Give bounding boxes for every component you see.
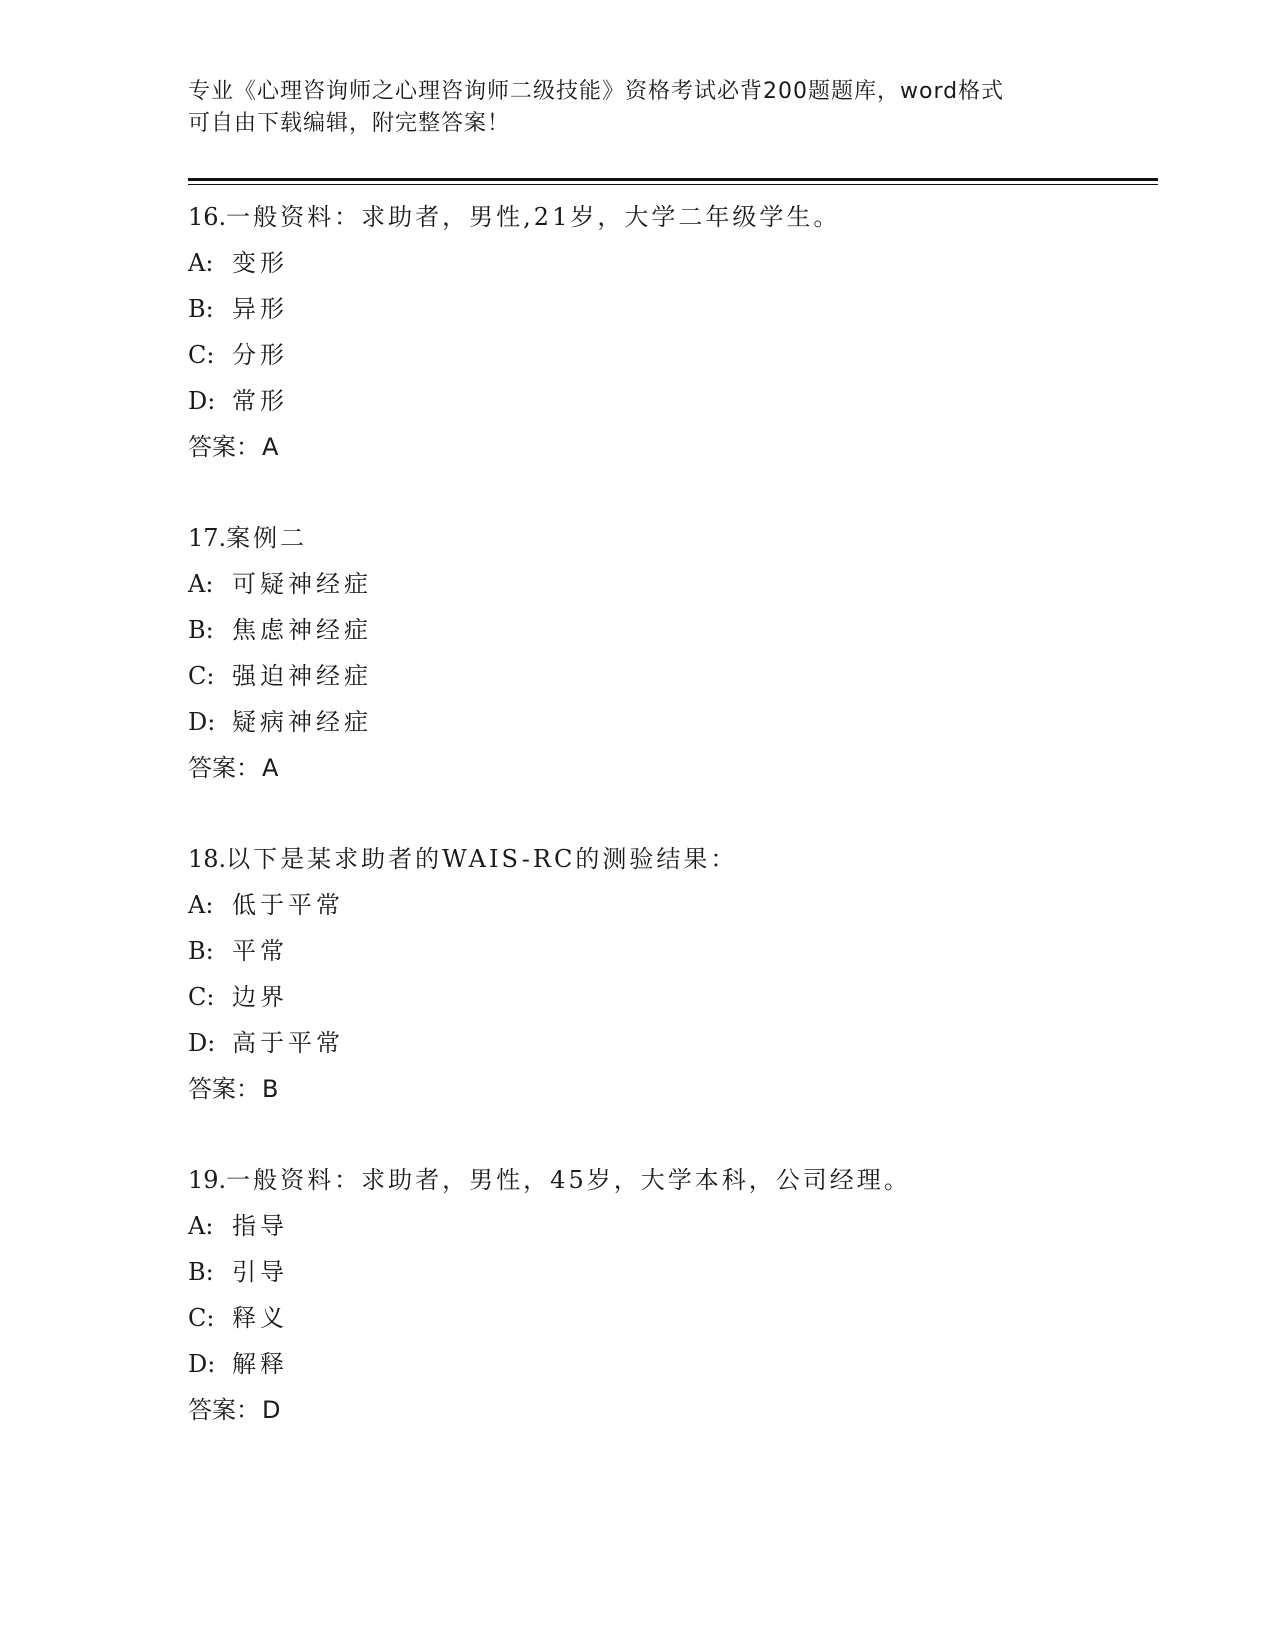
option-text: 常形 [232, 387, 288, 415]
option-text: 变形 [232, 249, 288, 277]
header-line-2: 可自由下载编辑，附完整答案！ [188, 111, 511, 136]
option-b [188, 928, 1148, 974]
option-letter: C: [188, 1304, 215, 1332]
document-header [188, 76, 1088, 140]
question-number: 17. [188, 524, 227, 552]
option-b [188, 607, 1148, 653]
header-line-1: 专业《心理咨询师之心理咨询师二级技能》资格考试必背200题题库，word格式 [188, 79, 1005, 104]
answer-value: B [262, 1075, 279, 1103]
option-letter: B: [188, 1258, 214, 1286]
option-text: 疑病神经症 [232, 708, 372, 736]
option-text: 解释 [232, 1350, 288, 1378]
answer-value: A [262, 754, 279, 782]
option-letter: A: [188, 249, 214, 277]
option-text: 边界 [232, 983, 288, 1011]
option-d [188, 1341, 1148, 1387]
header-divider-thick [188, 178, 1158, 181]
option-text: 焦虑神经症 [232, 616, 372, 644]
answer-line [188, 1387, 1148, 1433]
question-stem [188, 515, 1148, 561]
question-number: 19. [188, 1166, 227, 1194]
answer-value: A [262, 433, 279, 461]
option-letter: C: [188, 662, 215, 690]
answer-line [188, 745, 1148, 791]
option-c [188, 974, 1148, 1020]
option-letter: D: [188, 1350, 216, 1378]
option-text: 异形 [232, 295, 288, 323]
answer-line [188, 424, 1148, 470]
header-divider-thin [188, 184, 1158, 185]
option-letter: A: [188, 891, 214, 919]
option-letter: C: [188, 983, 215, 1011]
option-text: 可疑神经症 [232, 570, 372, 598]
option-text: 低于平常 [232, 891, 344, 919]
option-c [188, 332, 1148, 378]
option-letter: C: [188, 341, 215, 369]
option-a [188, 882, 1148, 928]
option-letter: B: [188, 295, 214, 323]
option-b [188, 286, 1148, 332]
option-d [188, 699, 1148, 745]
question-text: 一般资料：求助者，男性，45岁，大学本科，公司经理。 [226, 1166, 911, 1194]
question-17 [188, 515, 1148, 791]
question-text: 以下是某求助者的WAIS-RC的测验结果： [226, 845, 738, 873]
option-text: 强迫神经症 [232, 662, 372, 690]
question-18 [188, 836, 1148, 1112]
question-stem [188, 1157, 1148, 1203]
answer-line [188, 1066, 1148, 1112]
question-text: 一般资料：求助者，男性,21岁，大学二年级学生。 [226, 203, 841, 231]
option-text: 指导 [232, 1212, 288, 1240]
option-letter: D: [188, 1029, 216, 1057]
question-stem [188, 836, 1148, 882]
question-16 [188, 194, 1148, 470]
option-a [188, 561, 1148, 607]
option-text: 引导 [232, 1258, 288, 1286]
option-text: 分形 [232, 341, 288, 369]
question-number: 18. [188, 845, 227, 873]
answer-label: 答案： [188, 1075, 260, 1103]
option-letter: D: [188, 708, 216, 736]
option-text: 高于平常 [232, 1029, 344, 1057]
option-a [188, 240, 1148, 286]
question-text: 案例二 [226, 524, 308, 552]
option-d [188, 378, 1148, 424]
answer-value: D [262, 1396, 281, 1424]
answer-label: 答案： [188, 754, 260, 782]
answer-label: 答案： [188, 1396, 260, 1424]
option-c [188, 653, 1148, 699]
option-letter: A: [188, 1212, 214, 1240]
option-letter: B: [188, 937, 214, 965]
option-letter: B: [188, 616, 214, 644]
question-stem [188, 194, 1148, 240]
option-letter: D: [188, 387, 216, 415]
option-c [188, 1295, 1148, 1341]
option-text: 释义 [232, 1304, 288, 1332]
option-letter: A: [188, 570, 214, 598]
option-b [188, 1249, 1148, 1295]
option-text: 平常 [232, 937, 288, 965]
answer-label: 答案： [188, 433, 260, 461]
option-a [188, 1203, 1148, 1249]
question-19 [188, 1157, 1148, 1433]
question-list [188, 194, 1148, 1478]
option-d [188, 1020, 1148, 1066]
question-number: 16. [188, 203, 227, 231]
